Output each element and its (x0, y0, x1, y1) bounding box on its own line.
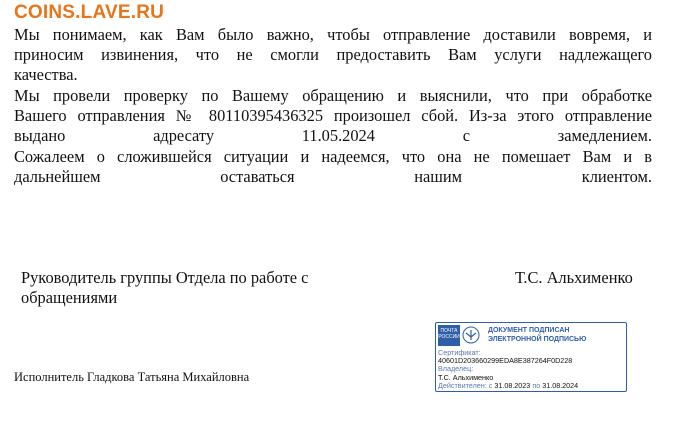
signatory-position-line: Руководитель группы Отдела по работе с (21, 268, 309, 287)
text-line: приносим извинения, что не смогли предоставить Вам услуги надлежащего (14, 45, 652, 65)
russian-post-logo-icon: ПОЧТА РОССИИ (438, 325, 460, 346)
letter-paragraph-2 (14, 86, 652, 187)
stamp-title-line: ДОКУМЕНТ ПОДПИСАН (488, 327, 570, 334)
text-line: дальнейшем оставаться нашим клиентом. (14, 166, 652, 186)
valid-to-label: по (532, 380, 541, 390)
executor-line: Исполнитель Гладкова Татьяна Михайловна (14, 370, 250, 384)
letter-paragraph-1 (14, 25, 652, 86)
text-line: Мы провели проверку по Вашему обращению и выяснили, что при обработке (14, 86, 652, 105)
signatory-position-line: обращениями (21, 288, 118, 307)
text-line: Мы понимаем, как Вам было важно, чтобы отправление доставили вовремя, и (14, 25, 652, 44)
signatory-name: Т.С. Альхименко (515, 268, 633, 287)
validity-line (438, 382, 626, 390)
valid-to: 31.08.2024 (542, 380, 579, 390)
stamp-title (488, 326, 624, 344)
text-line: качества. (14, 65, 78, 85)
text-line: выдано адресату 11.05.2024 с замедлением. (14, 126, 652, 146)
electronic-signature-stamp (435, 322, 627, 392)
certificate-value: 40601D203660299EDA8E387264F0D228 (438, 356, 573, 366)
stamp-title-line: ЭЛЕКТРОННОЙ ПОДПИСЬЮ (488, 336, 587, 343)
site-watermark: COINS.LAVE.RU (14, 2, 165, 23)
certificate-label: Сертификат: (438, 348, 481, 357)
valid-from: 31.08.2023 (494, 380, 531, 390)
owner-value: Т.С. Альхименко (438, 372, 494, 382)
text-line: Сожалеем о сложившейся ситуации и надеемся, что она не помешает Вам и в (14, 146, 652, 166)
text-line: Вашего отправления № 80110395436325 произошел сбой. Из-за этого отправление (14, 106, 652, 126)
validity-label: Действителен: с (438, 380, 493, 390)
owner-label: Владелец: (438, 364, 474, 374)
eagle-emblem-icon (462, 326, 480, 344)
signatory-position (21, 268, 361, 308)
stamp-details (438, 349, 626, 390)
